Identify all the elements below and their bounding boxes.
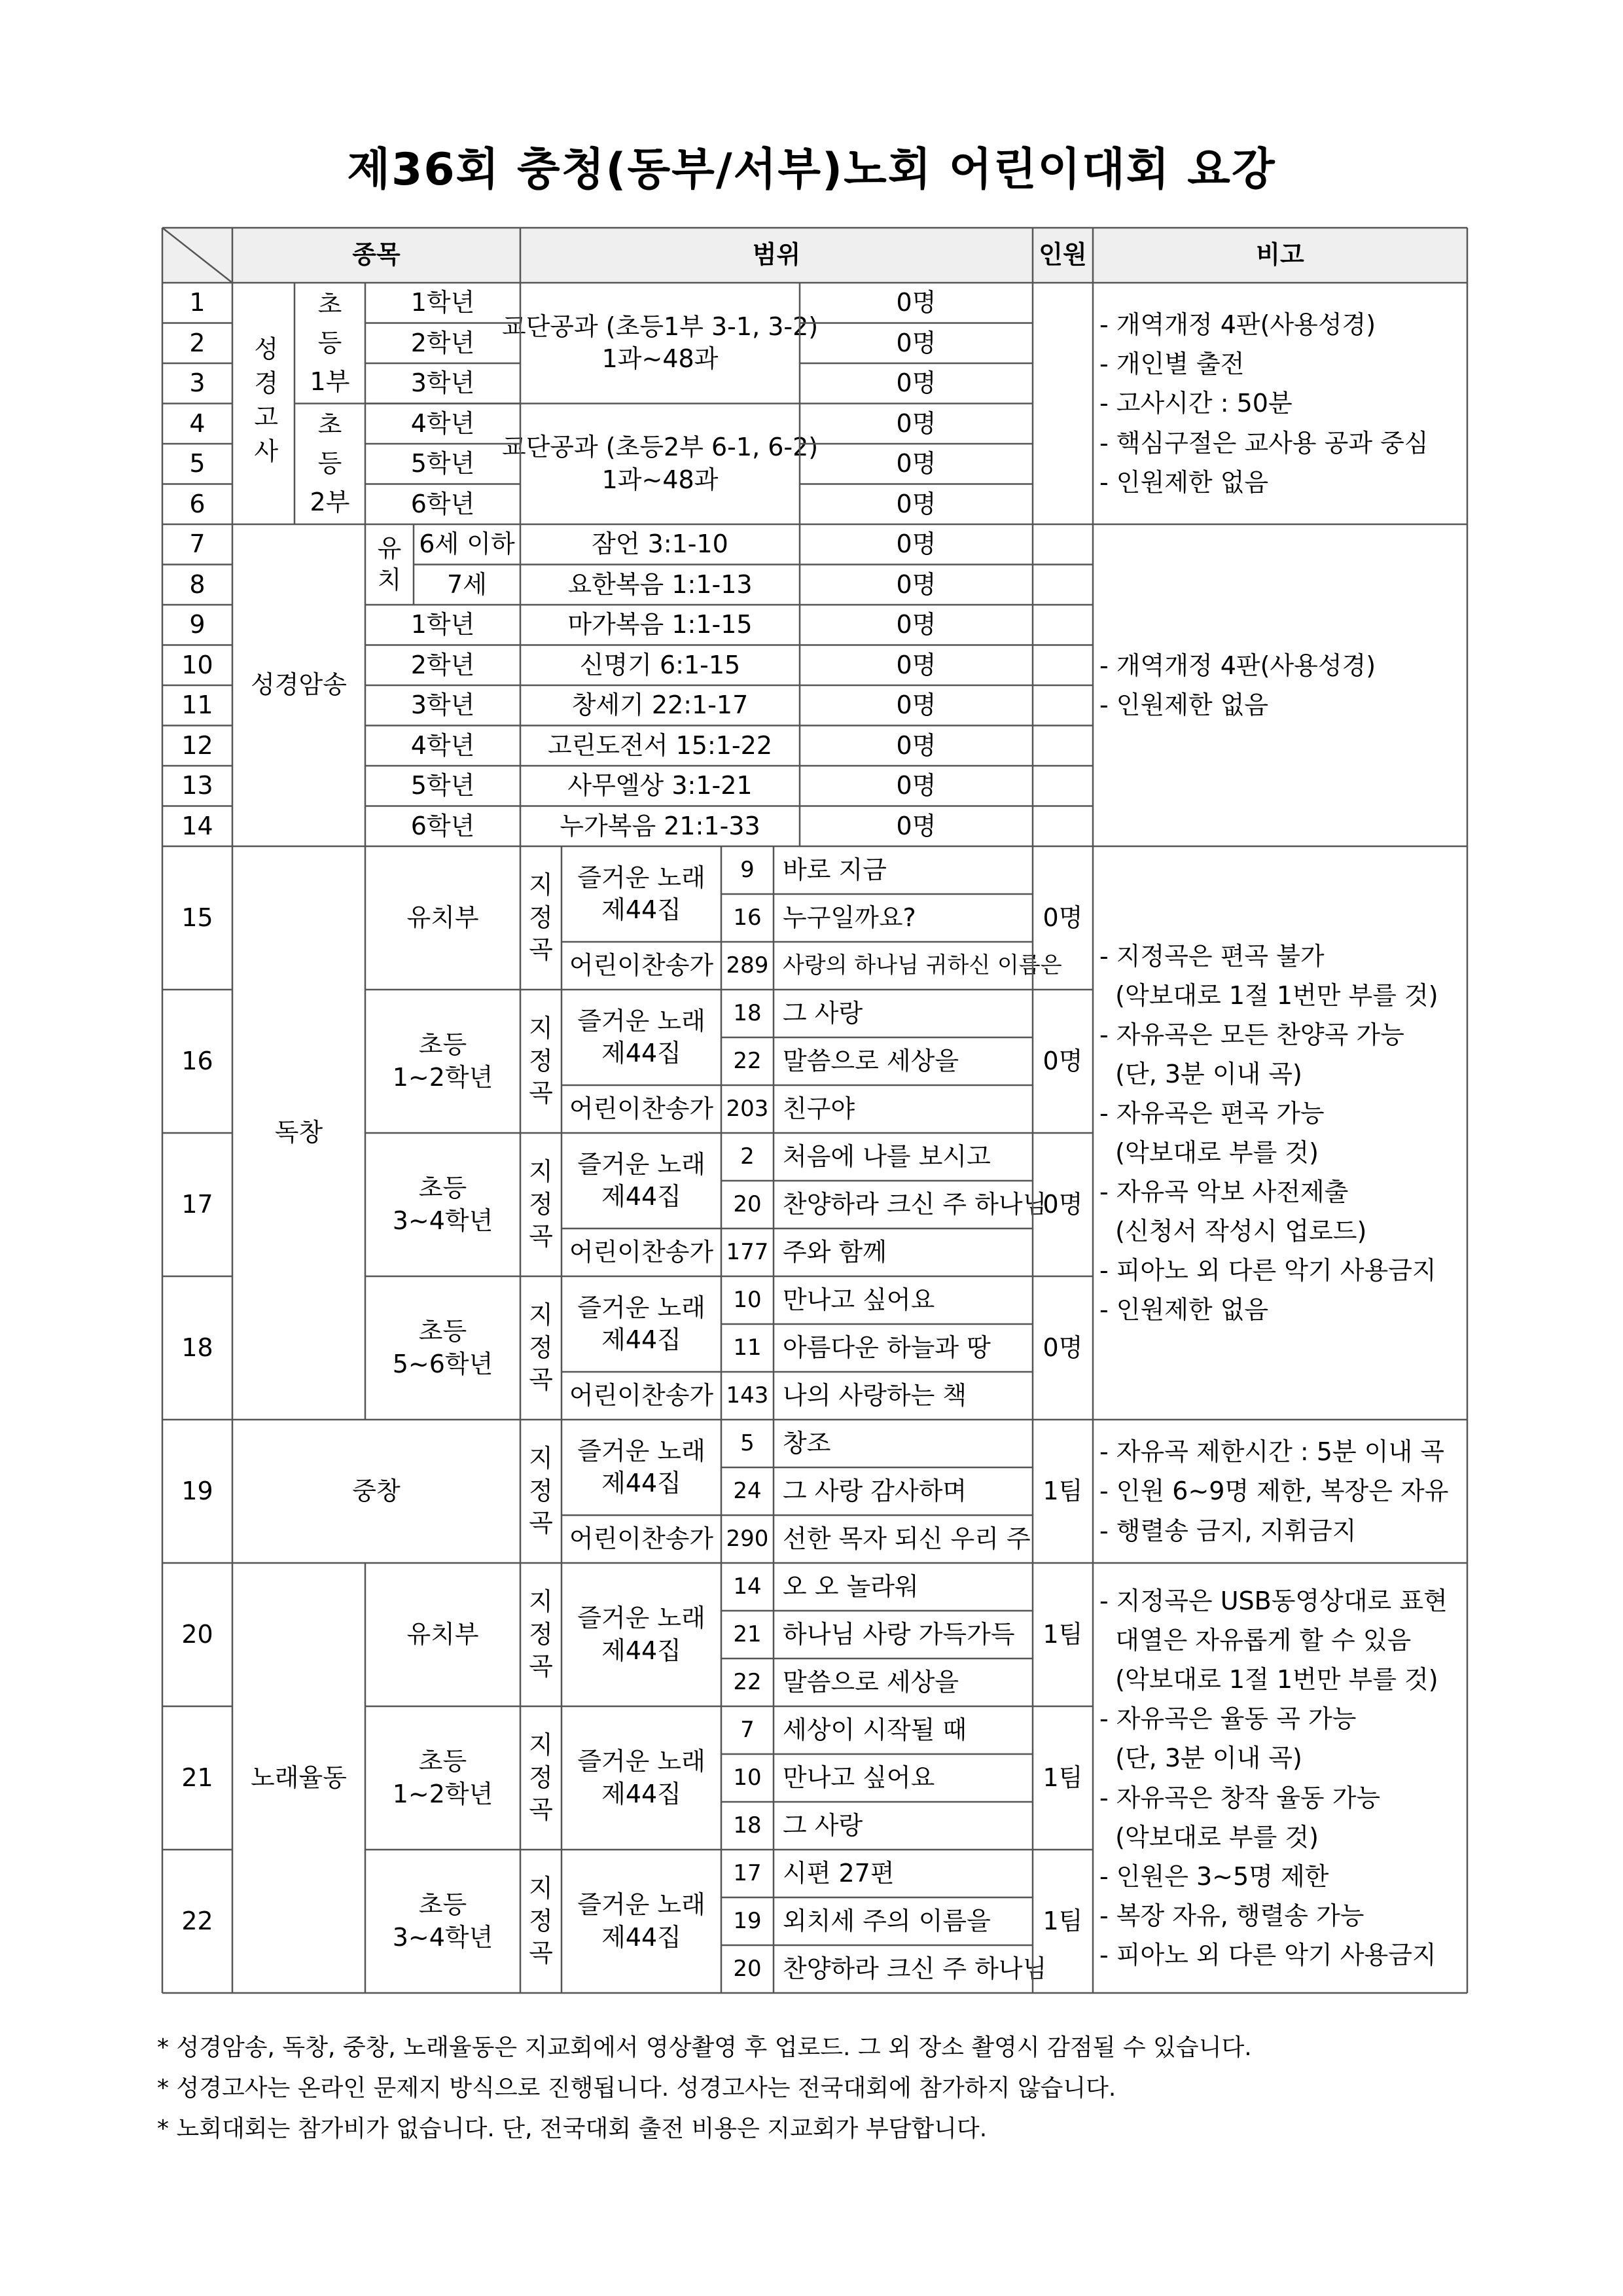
song-number-text: 290 <box>726 1526 769 1552</box>
footnote: * 성경고사는 온라인 문제지 방식으로 진행됩니다. 성경고사는 전국대회에 참가하지 않습니다. <box>157 2075 1116 2102</box>
song-title-text: 찬양하라 크신 주 하나님 <box>783 1954 1047 1983</box>
row-number-text: 14 <box>181 811 213 840</box>
count-value-text: 0명 <box>896 691 936 720</box>
songbook-label-text: 즐거운 노래 제44집 <box>577 1604 705 1665</box>
songbook-label-text: 어린이찬송가 <box>569 1380 714 1410</box>
grade-label-text: 7세 <box>447 569 487 599</box>
song-title-text: 선한 목자 되신 우리 주 <box>783 1524 1031 1553</box>
song-title-text: 창조 <box>783 1428 831 1458</box>
song-number-text: 22 <box>733 1669 762 1696</box>
songbook-label-text: 즐거운 노래 제44집 <box>577 1149 705 1211</box>
grade-label-text: 2학년 <box>410 328 475 357</box>
song-title-text: 외치세 주의 이름을 <box>783 1906 991 1935</box>
row-number-text: 13 <box>181 771 213 800</box>
song-number-text: 21 <box>733 1621 762 1648</box>
grade-label-text: 초등 5~6학년 <box>392 1317 493 1378</box>
count-value-text: 0명 <box>896 610 936 639</box>
group-label-text: 초등 1부 <box>310 289 350 396</box>
song-number-text: 177 <box>726 1239 769 1266</box>
song-number-text: 289 <box>726 952 769 979</box>
row-number-text: 16 <box>181 1046 213 1075</box>
song-title-text: 사랑의 하나님 귀하신 이름은 <box>783 952 1062 979</box>
song-title-text: 말씀으로 세상을 <box>783 1667 959 1696</box>
header-category-text: 종목 <box>352 240 401 270</box>
grade-label-text: 1학년 <box>410 288 475 317</box>
count-value-text: 1팀 <box>1043 1619 1083 1649</box>
grade-label-text: 3학년 <box>410 691 475 720</box>
grade-label-text: 6학년 <box>410 489 475 518</box>
song-title-text: 오 오 놀라워 <box>783 1571 919 1601</box>
song-title-text: 말씀으로 세상을 <box>783 1046 959 1075</box>
row-number-text: 22 <box>181 1906 213 1935</box>
row-number-text: 2 <box>189 328 205 357</box>
songbook-label-text: 즐거운 노래 제44집 <box>577 863 705 924</box>
song-number-text: 24 <box>733 1478 762 1505</box>
scope-text-text: 창세기 22:1-17 <box>571 691 749 720</box>
grade-label-text: 1학년 <box>410 610 475 639</box>
song-title-text: 나의 사랑하는 책 <box>783 1380 967 1410</box>
count-value-text: 0명 <box>1043 1046 1083 1075</box>
header-scope-text: 범위 <box>752 240 801 270</box>
remarks-memorization-text: - 개역개정 4판(사용성경) - 인원제한 없음 <box>1099 651 1376 719</box>
song-number-text: 16 <box>733 905 762 931</box>
song-title-text: 만나고 싶어요 <box>783 1285 935 1314</box>
row-number-text: 17 <box>181 1189 213 1219</box>
song-number-text: 18 <box>733 1000 762 1027</box>
song-number-text: 20 <box>733 1956 762 1982</box>
songbook-label-text: 즐거운 노래 제44집 <box>577 1293 705 1354</box>
song-title-text: 바로 지금 <box>783 855 887 884</box>
designated-label-text: 지 정 곡 <box>529 1157 553 1251</box>
grade-label-text: 초등 3~4학년 <box>392 1174 493 1235</box>
song-title-text: 하나님 사랑 가득가득 <box>783 1619 1015 1649</box>
song-title-text: 만나고 싶어요 <box>783 1763 935 1792</box>
grade-label-text: 4학년 <box>410 730 475 760</box>
songbook-label-text: 어린이찬송가 <box>569 1524 714 1553</box>
grade-label-text: 3학년 <box>410 368 475 398</box>
row-number-text: 21 <box>181 1763 213 1792</box>
row-number-text: 6 <box>189 489 205 518</box>
scope-text-text: 교단공과 (초등2부 6-1, 6-2) 1과~48과 <box>501 433 819 494</box>
scope-text-text: 고린도전서 15:1-22 <box>547 730 773 760</box>
grade-label-text: 6학년 <box>410 811 475 840</box>
row-number-text: 19 <box>181 1476 213 1505</box>
songbook-label-text: 즐거운 노래 제44집 <box>577 1436 705 1498</box>
song-title-text: 찬양하라 크신 주 하나님 <box>783 1189 1047 1219</box>
count-value-text: 1팀 <box>1043 1763 1083 1792</box>
count-value-text: 1팀 <box>1043 1906 1083 1935</box>
count-value-text: 0명 <box>896 449 936 478</box>
song-number-text: 203 <box>726 1096 769 1122</box>
designated-label-text: 지 정 곡 <box>529 1587 553 1681</box>
count-value-text: 0명 <box>896 569 936 599</box>
designated-label-text: 지 정 곡 <box>529 1014 553 1108</box>
designated-label-text: 지 정 곡 <box>529 1300 553 1395</box>
grade-label-text: 5학년 <box>410 449 475 478</box>
category-dance-text: 노래율동 <box>251 1763 347 1792</box>
grid-line <box>162 228 232 283</box>
header-count-text: 인원 <box>1039 240 1087 270</box>
song-title-text: 주와 함께 <box>783 1237 887 1266</box>
remarks-solo-text: - 지정곡은 편곡 불가 (악보대로 1절 1번만 부를 것) - 자유곡은 모든 찬양곡 가능 (단, 3분 이내 곡) - 자유곡은 편곡 가능 (악보대로 부를 것) - 자유곡 악보 사전제출 (신청서 작성시 업로드) - 피아노 외 다른 악기 사용금지 - 인원제한 없음 <box>1099 941 1438 1325</box>
row-number-text: 11 <box>181 691 213 720</box>
row-number-text: 7 <box>189 529 205 559</box>
count-value-text: 0명 <box>896 489 936 518</box>
songbook-label-text: 어린이찬송가 <box>569 1237 714 1266</box>
scope-text-text: 사무엘상 3:1-21 <box>567 771 753 800</box>
designated-label-text: 지 정 곡 <box>529 1874 553 1968</box>
song-number-text: 10 <box>733 1765 762 1791</box>
scope-text-text: 누가복음 21:1-33 <box>560 811 760 840</box>
grade-label-text: 2학년 <box>410 650 475 679</box>
song-number-text: 9 <box>740 857 755 884</box>
header-remarks-text: 비고 <box>1256 240 1304 270</box>
row-number-text: 15 <box>181 903 213 932</box>
row-number-text: 12 <box>181 730 213 760</box>
kinder-label-text: 유치 <box>377 534 402 594</box>
grade-label-text: 4학년 <box>410 408 475 438</box>
row-number-text: 4 <box>189 408 205 438</box>
category-bible-exam-label: 성경고사 <box>249 335 279 472</box>
song-title-text: 처음에 나를 보시고 <box>783 1141 991 1171</box>
row-number-text: 1 <box>189 288 205 317</box>
footnote: * 노회대회는 참가비가 없습니다. 단, 전국대회 출전 비용은 지교회가 부담합니다. <box>157 2115 988 2142</box>
row-number-text: 9 <box>189 610 205 639</box>
grade-label-text: 6세 이하 <box>419 529 515 559</box>
song-title-text: 시편 27편 <box>783 1858 895 1888</box>
designated-label-text: 지 정 곡 <box>529 1731 553 1825</box>
songbook-label-text: 즐거운 노래 제44집 <box>577 1747 705 1808</box>
count-value-text: 0명 <box>896 730 936 760</box>
song-number-text: 5 <box>740 1430 755 1457</box>
scope-text-text: 마가복음 1:1-15 <box>567 610 753 639</box>
song-number-text: 20 <box>733 1191 762 1218</box>
designated-label-text: 지 정 곡 <box>529 1444 553 1538</box>
category-chorus-text: 중창 <box>352 1476 401 1505</box>
song-number-text: 14 <box>733 1573 762 1600</box>
remarks-chorus-text: - 자유곡 제한시간 : 5분 이내 곡 - 인원 6~9명 제한, 복장은 자유 - 행렬송 금지, 지휘금지 <box>1099 1437 1449 1545</box>
song-number-text: 19 <box>733 1908 762 1935</box>
grade-label-text: 유치부 <box>406 1619 479 1649</box>
grade-label-text: 유치부 <box>406 903 479 932</box>
count-value-text: 0명 <box>896 328 936 357</box>
row-number-text: 3 <box>189 368 205 398</box>
song-title-text: 그 사랑 <box>783 998 863 1028</box>
count-value-text: 0명 <box>896 811 936 840</box>
songbook-label-text: 어린이찬송가 <box>569 1094 714 1123</box>
category-memorization-text: 성경암송 <box>251 670 347 700</box>
count-value-text: 0명 <box>896 650 936 679</box>
count-value-text: 0명 <box>1043 1333 1083 1362</box>
scope-text-text: 잠언 3:1-10 <box>592 529 728 559</box>
count-value-text: 0명 <box>896 771 936 800</box>
category-solo-text: 독창 <box>274 1118 323 1147</box>
song-number-text: 143 <box>726 1382 769 1409</box>
count-value-text: 0명 <box>1043 903 1083 932</box>
count-value-text: 0명 <box>896 288 936 317</box>
row-number-text: 8 <box>189 569 205 599</box>
song-title-text: 친구야 <box>783 1094 855 1123</box>
song-title-text: 누구일까요? <box>783 903 916 932</box>
song-title-text: 아름다운 하늘과 땅 <box>783 1333 991 1362</box>
designated-label-text: 지 정 곡 <box>529 870 553 965</box>
songbook-label-text: 즐거운 노래 제44집 <box>577 1006 705 1067</box>
song-number-text: 11 <box>733 1335 762 1361</box>
row-number-text: 10 <box>181 650 213 679</box>
footnote: * 성경암송, 독창, 중창, 노래율동은 지교회에서 영상촬영 후 업로드. 그 외 장소 촬영시 감점될 수 있습니다. <box>157 2034 1252 2061</box>
song-number-text: 7 <box>740 1717 755 1744</box>
songbook-label-text: 어린이찬송가 <box>569 950 714 980</box>
song-number-text: 22 <box>733 1048 762 1075</box>
song-number-text: 2 <box>740 1143 755 1170</box>
count-value-text: 0명 <box>896 408 936 438</box>
song-title-text: 세상이 시작될 때 <box>783 1715 967 1744</box>
count-value-text: 0명 <box>896 529 936 559</box>
scope-text-text: 요한복음 1:1-13 <box>567 569 753 599</box>
songbook-label-text: 즐거운 노래 제44집 <box>577 1890 705 1952</box>
song-title-text: 그 사랑 <box>783 1810 863 1840</box>
scope-text-text: 신명기 6:1-15 <box>579 650 741 679</box>
remarks-bible-exam-text: - 개역개정 4판(사용성경) - 개인별 출전 - 고사시간 : 50분 - 핵심구절은 교사용 공과 중심 - 인원제한 없음 <box>1099 310 1429 497</box>
grade-label-text: 초등 1~2학년 <box>392 1030 493 1092</box>
count-value-text: 1팀 <box>1043 1476 1083 1505</box>
remarks-dance-text: - 지정곡은 USB동영상대로 표현 대열은 자유롭게 할 수 있음 (악보대로 1절 1번만 부를 것) - 자유곡은 율동 곡 가능 (단, 3분 이내 곡) - 자유곡은 창작 율동 가능 (악보대로 부를 것) - 인원은 3~5명 제한 - 복장 자유, 행렬송 가능 - 피아노 외 다른 악기 사용금지 <box>1099 1587 1448 1969</box>
group-label-text: 초등 2부 <box>310 410 350 517</box>
scope-text-text: 교단공과 (초등1부 3-1, 3-2) 1과~48과 <box>501 312 819 374</box>
grade-label-text: 초등 3~4학년 <box>392 1890 493 1952</box>
grade-label-text: 5학년 <box>410 771 475 800</box>
row-number-text: 18 <box>181 1333 213 1362</box>
song-number-text: 10 <box>733 1287 762 1314</box>
song-title-text: 그 사랑 감사하며 <box>783 1476 967 1505</box>
song-number-text: 17 <box>733 1860 762 1887</box>
count-value-text: 0명 <box>1043 1189 1083 1219</box>
grade-label-text: 초등 1~2학년 <box>392 1747 493 1808</box>
count-value-text: 0명 <box>896 368 936 398</box>
row-number-text: 5 <box>189 449 205 478</box>
row-number-text: 20 <box>181 1619 213 1649</box>
song-number-text: 18 <box>733 1812 762 1839</box>
page-title: 제36회 충청(동부/서부)노회 어린이대회 요강 <box>347 144 1276 196</box>
